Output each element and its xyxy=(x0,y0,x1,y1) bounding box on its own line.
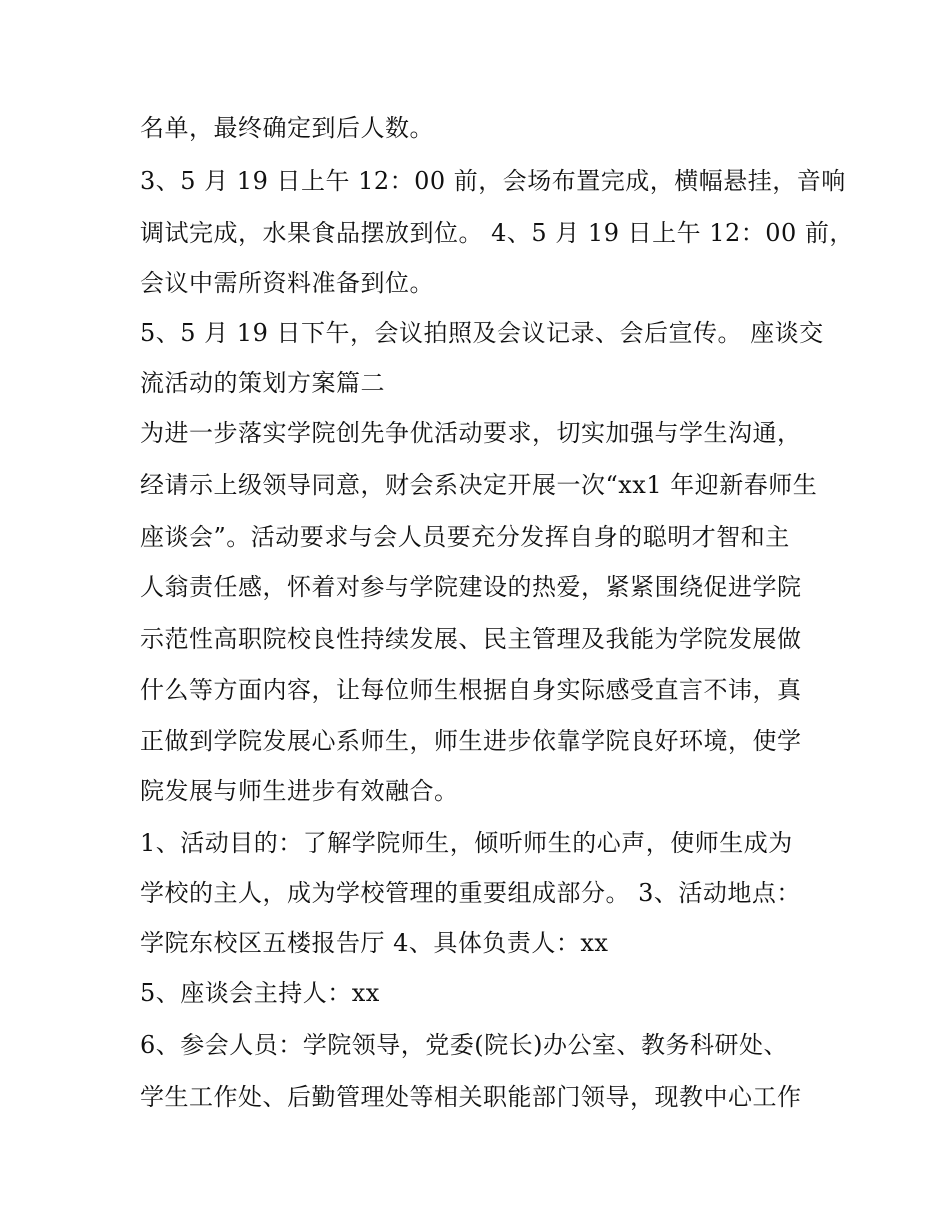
text-line: 学院东校区五楼报告厅 4、具体负责人：xx xyxy=(140,929,609,957)
text-line: 调试完成，水果食品摆放到位。 4、5 月 19 日上午 12：00 前， xyxy=(140,219,854,247)
text-line: 什么等方面内容，让每位师生根据自身实际感受直言不讳，真 xyxy=(140,676,802,704)
text-line: 示范性高职院校良性持续发展、民主管理及我能为学院发展做 xyxy=(140,625,802,653)
text-line: 6、参会人员：学院领导，党委(院长)办公室、教务科研处、 xyxy=(140,1031,788,1059)
text-line: 正做到学院发展心系师生，师生进步依靠学院良好环境，使学 xyxy=(140,727,802,755)
text-line: 5、5 月 19 日下午，会议拍照及会议记录、会后宣传。 座谈交 xyxy=(140,319,824,347)
text-line: 1、活动目的：了解学院师生，倾听师生的心声，使师生成为 xyxy=(140,829,793,857)
text-line: 5、座谈会主持人：xx xyxy=(140,979,380,1007)
text-line: 学校的主人，成为学校管理的重要组成部分。 3、活动地点： xyxy=(140,879,801,907)
text-line: 会议中需所资料准备到位。 xyxy=(140,269,434,297)
text-line: 经请示上级领导同意，财会系决定开展一次“xx1 年迎新春师生 xyxy=(140,471,818,499)
text-line: 座谈会”。活动要求与会人员要充分发挥自身的聪明才智和主 xyxy=(140,523,790,551)
text-line: 院发展与师生进步有效融合。 xyxy=(140,777,459,805)
text-line: 为进一步落实学院创先争优活动要求，切实加强与学生沟通， xyxy=(140,419,802,447)
text-line: 流活动的策划方案篇二 xyxy=(140,369,385,397)
text-line: 人翁责任感，怀着对参与学院建设的热爱，紧紧围绕促进学院 xyxy=(140,573,802,601)
text-line: 3、5 月 19 日上午 12：00 前，会场布置完成，横幅悬挂，音响 xyxy=(140,167,846,195)
text-line: 名单，最终确定到后人数。 xyxy=(140,114,434,142)
text-line: 学生工作处、后勤管理处等相关职能部门领导，现教中心工作 xyxy=(140,1083,802,1111)
